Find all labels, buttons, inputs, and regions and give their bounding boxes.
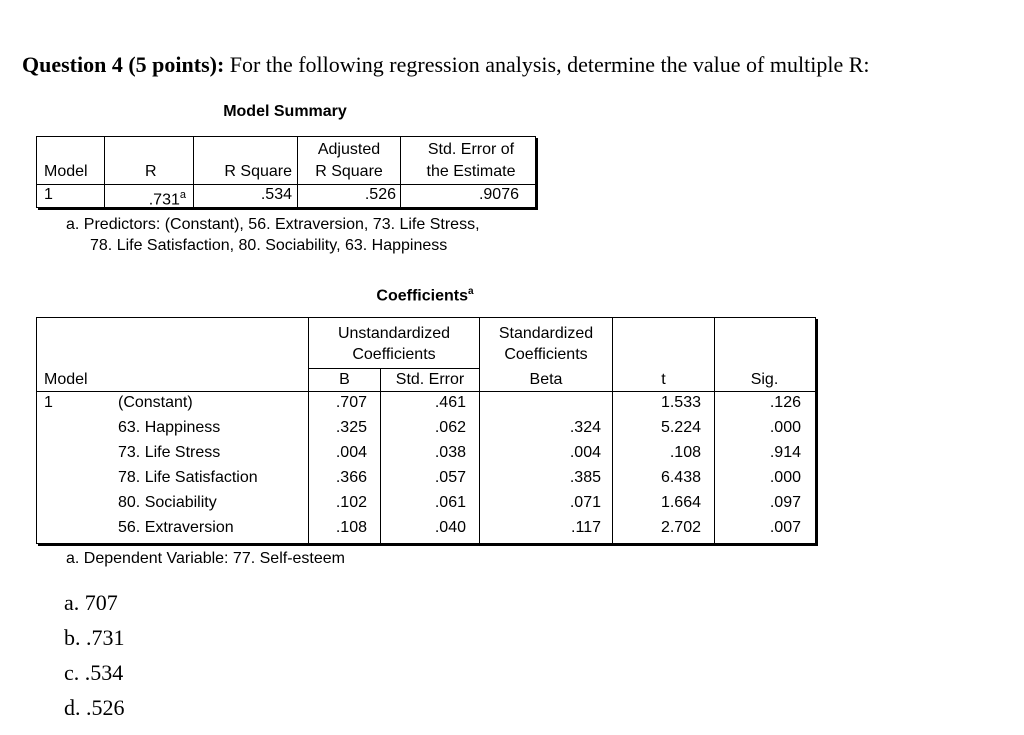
coef-cell-sig: .914: [769, 444, 801, 461]
coef-header-t: t: [661, 371, 666, 388]
coef-header-b: B: [339, 371, 350, 388]
coef-header-unstd-coefficients: Coefficients: [352, 346, 436, 363]
coef-cell-b: .707: [335, 394, 367, 411]
option-d[interactable]: d. .526: [64, 695, 125, 720]
coef-header-standardized: Standardized: [498, 325, 594, 342]
coef-cell-sig: .007: [769, 519, 801, 536]
coef-cell-t: 6.438: [660, 469, 701, 486]
coef-model-number: 1: [44, 394, 53, 411]
coef-cell-name: 73. Life Stress: [118, 444, 221, 461]
ms-row-r-sup: a: [179, 189, 186, 201]
coef-cell-beta: .071: [569, 494, 601, 511]
coef-cell-sig: .126: [769, 394, 801, 411]
option-b[interactable]: b. .731: [64, 625, 125, 650]
coef-cell-t: .108: [669, 444, 701, 461]
coef-cell-se: .040: [434, 519, 466, 536]
ms-row-r: [108, 185, 186, 210]
option-a[interactable]: a. 707: [64, 590, 118, 615]
coef-cell-beta: .004: [569, 444, 601, 461]
ms-header-r: R: [145, 163, 157, 180]
ms-header-estimate: the Estimate: [426, 163, 516, 180]
coef-cell-beta: .117: [571, 519, 601, 536]
coef-cell-b: .325: [335, 419, 367, 436]
coef-cell-se: .461: [434, 394, 466, 411]
coefficients-title-sup: a: [468, 286, 474, 297]
coef-cell-b: .108: [335, 519, 367, 536]
coef-cell-t: 1.533: [660, 394, 701, 411]
ms-header-adjusted-r-square: R Square: [315, 163, 383, 180]
coef-header-std-error: Std. Error: [395, 371, 465, 388]
coef-cell-sig: .000: [769, 419, 801, 436]
coef-cell-se: .062: [434, 419, 466, 436]
coef-header-std-coefficients: Coefficients: [504, 346, 588, 363]
option-c[interactable]: c. .534: [64, 660, 124, 685]
coef-cell-t: 5.224: [660, 419, 701, 436]
ms-header-r-square: R Square: [224, 163, 292, 180]
coef-cell-se: .038: [434, 444, 466, 461]
coef-cell-sig: .097: [769, 494, 801, 511]
coef-cell-t: 2.702: [660, 519, 701, 536]
ms-header-model: Model: [44, 163, 88, 180]
ms-header-adjusted: Adjusted: [317, 141, 381, 158]
coef-cell-name: 80. Sociability: [118, 494, 217, 511]
coef-cell-name: 56. Extraversion: [118, 519, 234, 536]
ms-divider: [297, 137, 298, 207]
ms-row-model: 1: [44, 186, 53, 203]
question-body: For the following regression analysis, determine the value of multiple R:: [224, 52, 870, 77]
ms-footnote-line2: 78. Life Satisfaction, 80. Sociability, 63. Happiness: [90, 237, 448, 254]
coef-header-sig: Sig.: [750, 371, 779, 388]
coef-cell-b: .102: [335, 494, 367, 511]
coef-cell-name: 63. Happiness: [118, 419, 221, 436]
ms-row-adj-r-square: .526: [364, 186, 396, 203]
coef-header-model: Model: [44, 371, 88, 388]
ms-footnote-line1: a. Predictors: (Constant), 56. Extraversion, 73. Life Stress,: [66, 216, 480, 233]
question-text: [22, 52, 870, 78]
coefficients-title: [340, 286, 510, 305]
coef-cell-beta: .385: [569, 469, 601, 486]
coefficients-title-text: Coefficients: [376, 287, 468, 305]
coef-group-rule: [309, 368, 479, 369]
coef-cell-b: .004: [335, 444, 367, 461]
coef-cell-b: .366: [335, 469, 367, 486]
ms-divider: [104, 137, 105, 207]
coef-cell-t: 1.664: [660, 494, 701, 511]
ms-divider: [193, 137, 194, 207]
ms-row-r-square: .534: [260, 186, 292, 203]
coef-header-unstandardized: Unstandardized: [337, 325, 451, 342]
coef-cell-se: .061: [434, 494, 466, 511]
coef-footnote: a. Dependent Variable: 77. Self-esteem: [66, 550, 345, 567]
ms-row-r-value: .731: [148, 191, 180, 209]
question-label: Question 4 (5 points):: [22, 52, 225, 77]
ms-row-std-error: .9076: [478, 186, 519, 203]
coef-cell-name: 78. Life Satisfaction: [118, 469, 258, 486]
coef-cell-se: .057: [434, 469, 466, 486]
coef-header-rule: [37, 391, 815, 392]
coef-cell-name: (Constant): [118, 394, 193, 411]
coef-cell-sig: .000: [769, 469, 801, 486]
ms-header-std-error: Std. Error of: [427, 141, 515, 158]
coef-cell-beta: .324: [569, 419, 601, 436]
model-summary-title: Model Summary: [223, 103, 347, 120]
ms-divider: [400, 137, 401, 207]
coef-header-beta: Beta: [529, 371, 563, 388]
